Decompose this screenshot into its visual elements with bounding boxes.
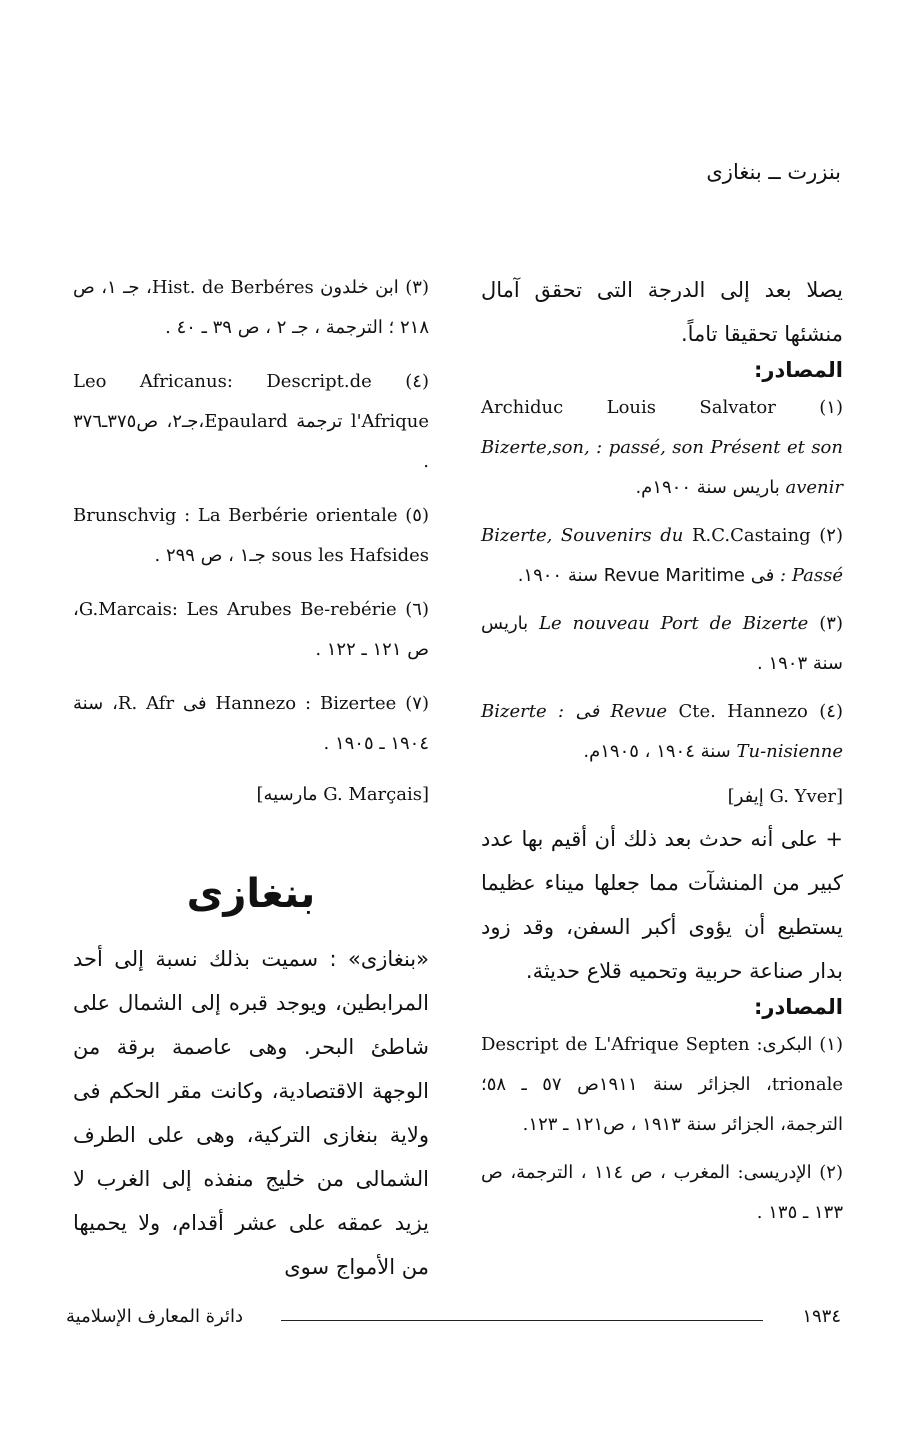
footer-rule	[281, 1320, 763, 1321]
page-number: ١٩٣٤	[802, 1306, 841, 1327]
intro-paragraph: يصلا بعد إلى الدرجة التى تحقق آمال منشئها تحقيقا تاماً.	[481, 278, 843, 346]
reference-item: (٢) الإدريسى: المغرب ، ص ١١٤ ، الترجمة، ص ١٣٣ ـ ١٣٥ .	[481, 1162, 843, 1223]
article-body: «بنغازى» : سميت بذلك نسبة إلى أحد المرابطين، ويوجد قبره إلى الشمال على شاطئ البحر. وهى عاصمة برقة من الوجهة الاقتصادية، وكانت مقر الحكم فى ولاية بنغازى التركية، وهى على الطرف الشمالى من خليج منفذه إلى الغرب لا يزيد عمقه على عشر أقدام، ولا يحميها من الأمواج سوى	[73, 947, 429, 1279]
running-head: بنزرت ــ بنغازى	[706, 160, 841, 184]
sources-heading: المصادر:	[753, 995, 843, 1019]
sources-heading: المصادر:	[753, 358, 843, 382]
reference-item: (٤) Leo Africanus: Descript.de l'Afrique ترجمة Epaulard،جـ٢، ص٣٧٥ـ٣٧٦ .	[73, 371, 430, 472]
reference-item: (٤) Cte. Hannezo Bizerte : فى Revue Tu-nisienne سنة ١٩٠٤ ، ١٩٠٥م.	[481, 701, 843, 762]
reference-item: (١) البكرى: Descript de L'Afrique Septen trionale، الجزائر سنة ١٩١١ص ٥٧ ـ ٥٨؛ الترجمة، الجزائر سنة ١٩١٣ ، ص١٢١ ـ ١٢٣.	[481, 1034, 843, 1135]
reference-item: (٢) R.C.Castaing Bizerte, Souvenirs du : Passé فى Revue Maritime سنة ١٩٠٠.	[481, 525, 843, 586]
article-title: بنغازى	[186, 871, 316, 917]
reference-item: (٣) ابن خلدون Hist. de Berbéres، جـ ١، ص ٢١٨ ؛ الترجمة ، جـ ٢ ، ص ٣٩ ـ ٤٠ .	[73, 277, 429, 338]
right-column	[481, 268, 843, 1241]
left-column	[73, 268, 429, 1289]
addition-paragraph: + على أنه حدث بعد ذلك أن أقيم بها عدد كبير من المنشآت مما جعلها ميناء عظيما يستطيع أن يؤوى أكبر السفن، وقد زود بدار صناعة حربية وتحميه قلاع حديثة.	[481, 827, 843, 983]
journal-name: دائرة المعارف الإسلامية	[66, 1306, 244, 1327]
reference-item: (٣) Le nouveau Port de Bizerte باريس سنة ١٩٠٣ .	[481, 613, 843, 674]
reference-item: (١) Archiduc Louis Salvator Bizerte,son, : passé, son Présent et son avenir باريس سنة ١٩٠٠م.	[481, 397, 843, 498]
reference-item: (٥) Brunschvig : La Berbérie orientale sous les Hafsides جـ١ ، ص ٢٩٩ .	[73, 505, 429, 566]
author-signature: [G. Yver إيفر]	[727, 786, 843, 807]
reference-item: (٦) G.Marcais: Les Arubes Be-rebérie، ص ١٢١ ـ ١٢٢ .	[73, 599, 429, 660]
reference-item: (٧) Hannezo : Bizertee فى R. Afr، سنة ١٩٠٤ ـ ١٩٠٥ .	[73, 693, 429, 754]
page-footer	[66, 1306, 841, 1336]
author-signature: [G. Marçais مارسيه]	[256, 784, 429, 805]
